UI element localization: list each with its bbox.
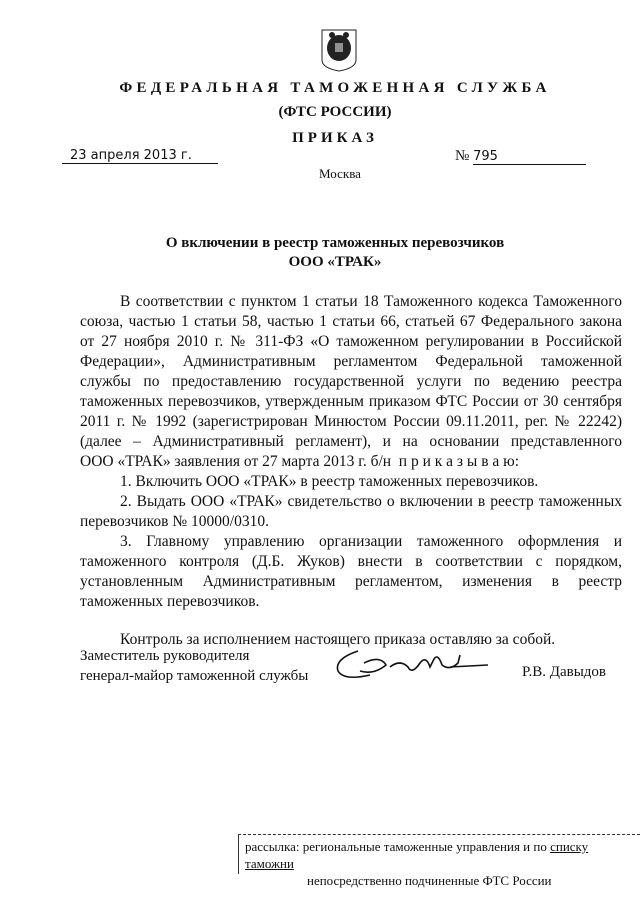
number-sign: № <box>455 148 470 164</box>
item-2-cont: перевозчиков № 10000/0310. <box>80 513 269 530</box>
number-value: 795 <box>473 149 586 165</box>
distribution-line <box>245 838 640 872</box>
org-name: ФЕДЕРАЛЬНАЯ ТАМОЖЕННАЯ СЛУЖБА <box>119 80 551 96</box>
title-line: О включении в реестр таможенных перевозчиков <box>165 235 505 251</box>
distribution-list <box>238 834 640 888</box>
doc-type: ПРИКАЗ <box>292 130 378 146</box>
order-title <box>0 234 640 272</box>
item-3: 3. Главному управлению организации таможенного оформления и <box>120 533 622 550</box>
body-line: от 27 ноября 2010 г. № 311-ФЗ «О таможенном регулировании в Российской <box>80 333 622 350</box>
title-line: ООО «ТРАК» <box>288 254 382 270</box>
distribution-underlined: списку таможни <box>245 839 589 871</box>
body-line: таможенных перевозчиков, утвержденным приказом ФТС России от 30 сентября <box>80 393 622 410</box>
distribution-line: непосредственно подчиненные ФТС России <box>307 873 552 888</box>
signer-name: Р.В. Давыдов <box>522 664 606 680</box>
item-1: 1. Включить ООО «ТРАК» в реестр таможенных перевозчиков. <box>120 473 539 490</box>
coat-of-arms-emblem <box>320 28 358 72</box>
item-2: 2. Выдать ООО «ТРАК» свидетельство о включении в реестр таможенных <box>120 493 622 510</box>
body-line: (далее – Административный регламент), и на основании представленного <box>80 433 622 450</box>
order-number <box>455 148 600 165</box>
city: Москва <box>319 166 361 181</box>
item-3-cont: установленным Административным регламентом, изменения в реестр <box>80 573 622 590</box>
org-short-name: (ФТС РОССИИ) <box>278 104 392 120</box>
body-line: Федерации», Административным регламентом Федеральной таможенной <box>80 353 622 370</box>
item-3-cont: таможенных перевозчиков. <box>80 593 260 610</box>
order-date: 23 апреля 2013 г. <box>62 148 218 164</box>
body-line: В соответствии с пунктом 1 статьи 18 Таможенного кодекса Таможенного <box>120 293 622 310</box>
body-line: службы по предоставлению государственной услуги по ведению реестра <box>80 373 622 390</box>
item-3-cont: таможенного контроля (Д.Б. Жуков) внести в соответствии с порядком, <box>80 553 622 570</box>
control-clause: Контроль за исполнением настоящего приказа оставляю за собой. <box>120 631 556 648</box>
signer-position: Заместитель руководителя <box>80 648 250 664</box>
handwritten-signature <box>330 645 490 687</box>
body-line: 2011 г. № 1992 (зарегистрирован Минюстом России 09.11.2011, рег. № 22242) <box>80 413 622 430</box>
signer-rank: генерал-майор таможенной службы <box>80 668 309 684</box>
distribution-text: рассылка: региональные таможенные управления и по <box>245 839 551 854</box>
order-body <box>80 292 622 650</box>
body-line: ООО «ТРАК» заявления от 27 марта 2013 г. б/н п р и к а з ы в а ю: <box>80 453 520 470</box>
body-line: союза, частью 1 статьи 58, частью 1 статьи 66, статьей 67 Федерального закона <box>80 313 622 330</box>
